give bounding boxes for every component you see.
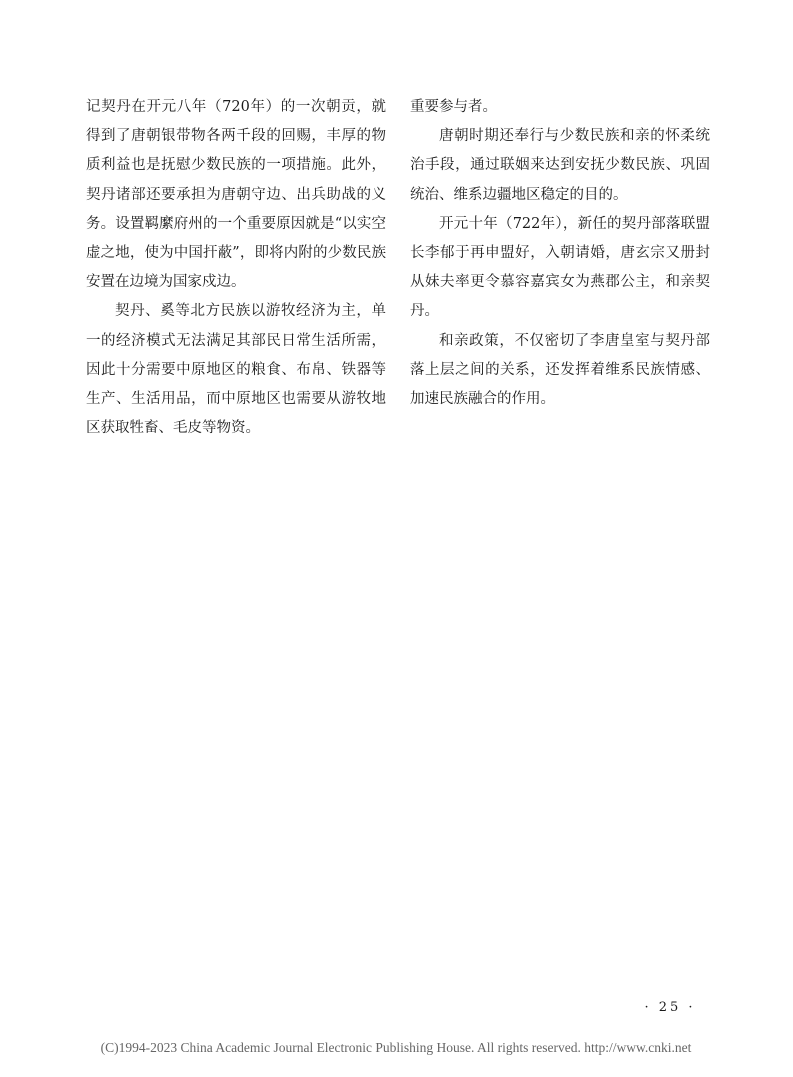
paragraph: 开元十年（722年），新任的契丹部落联盟长李郁于再申盟好，入朝请婚，唐玄宗又册封从妹夫率更令慕容嘉宾女为燕郡公主，和亲契丹。 bbox=[410, 215, 710, 320]
paragraph: 契丹、奚等北方民族以游牧经济为主，单一的经济模式无法满足其部民日常生活所需，因此十分需要中原地区的粮食、布帛、铁器等生产、生活用品，而中原地区也需要从游牧地区获取牲畜、毛皮等物资。 bbox=[86, 303, 386, 437]
paragraph: 重要参与者。 bbox=[410, 99, 497, 115]
paragraph: 记契丹在开元八年（720年）的一次朝贡，就得到了唐朝银带物各两千段的回赐，丰厚的物质利益也是抚慰少数民族的一项措施。此外，契丹诸部还要承担为唐朝守边、出兵助战的义务。设置羁縻府州的一个重要原因就是“以实空虚之地，使为中国扞蔽”，即将内附的少数民族安置在边境为国家戍边。 bbox=[86, 99, 386, 291]
paragraph: 和亲政策，不仅密切了李唐皇室与契丹部落上层之间的关系，还发挥着维系民族情感、加速民族融合的作用。 bbox=[410, 332, 710, 408]
paragraph: 唐朝时期还奉行与少数民族和亲的怀柔统治手段，通过联姻来达到安抚少数民族、巩固统治、维系边疆地区稳定的目的。 bbox=[410, 128, 710, 203]
left-column bbox=[86, 93, 386, 443]
copyright-footer: (C)1994-2023 China Academic Journal Electronic Publishing House. All rights reserved. http://www.cnki.net bbox=[100, 1040, 692, 1055]
right-column bbox=[410, 93, 710, 414]
page-number: · 25 · bbox=[644, 1000, 696, 1015]
